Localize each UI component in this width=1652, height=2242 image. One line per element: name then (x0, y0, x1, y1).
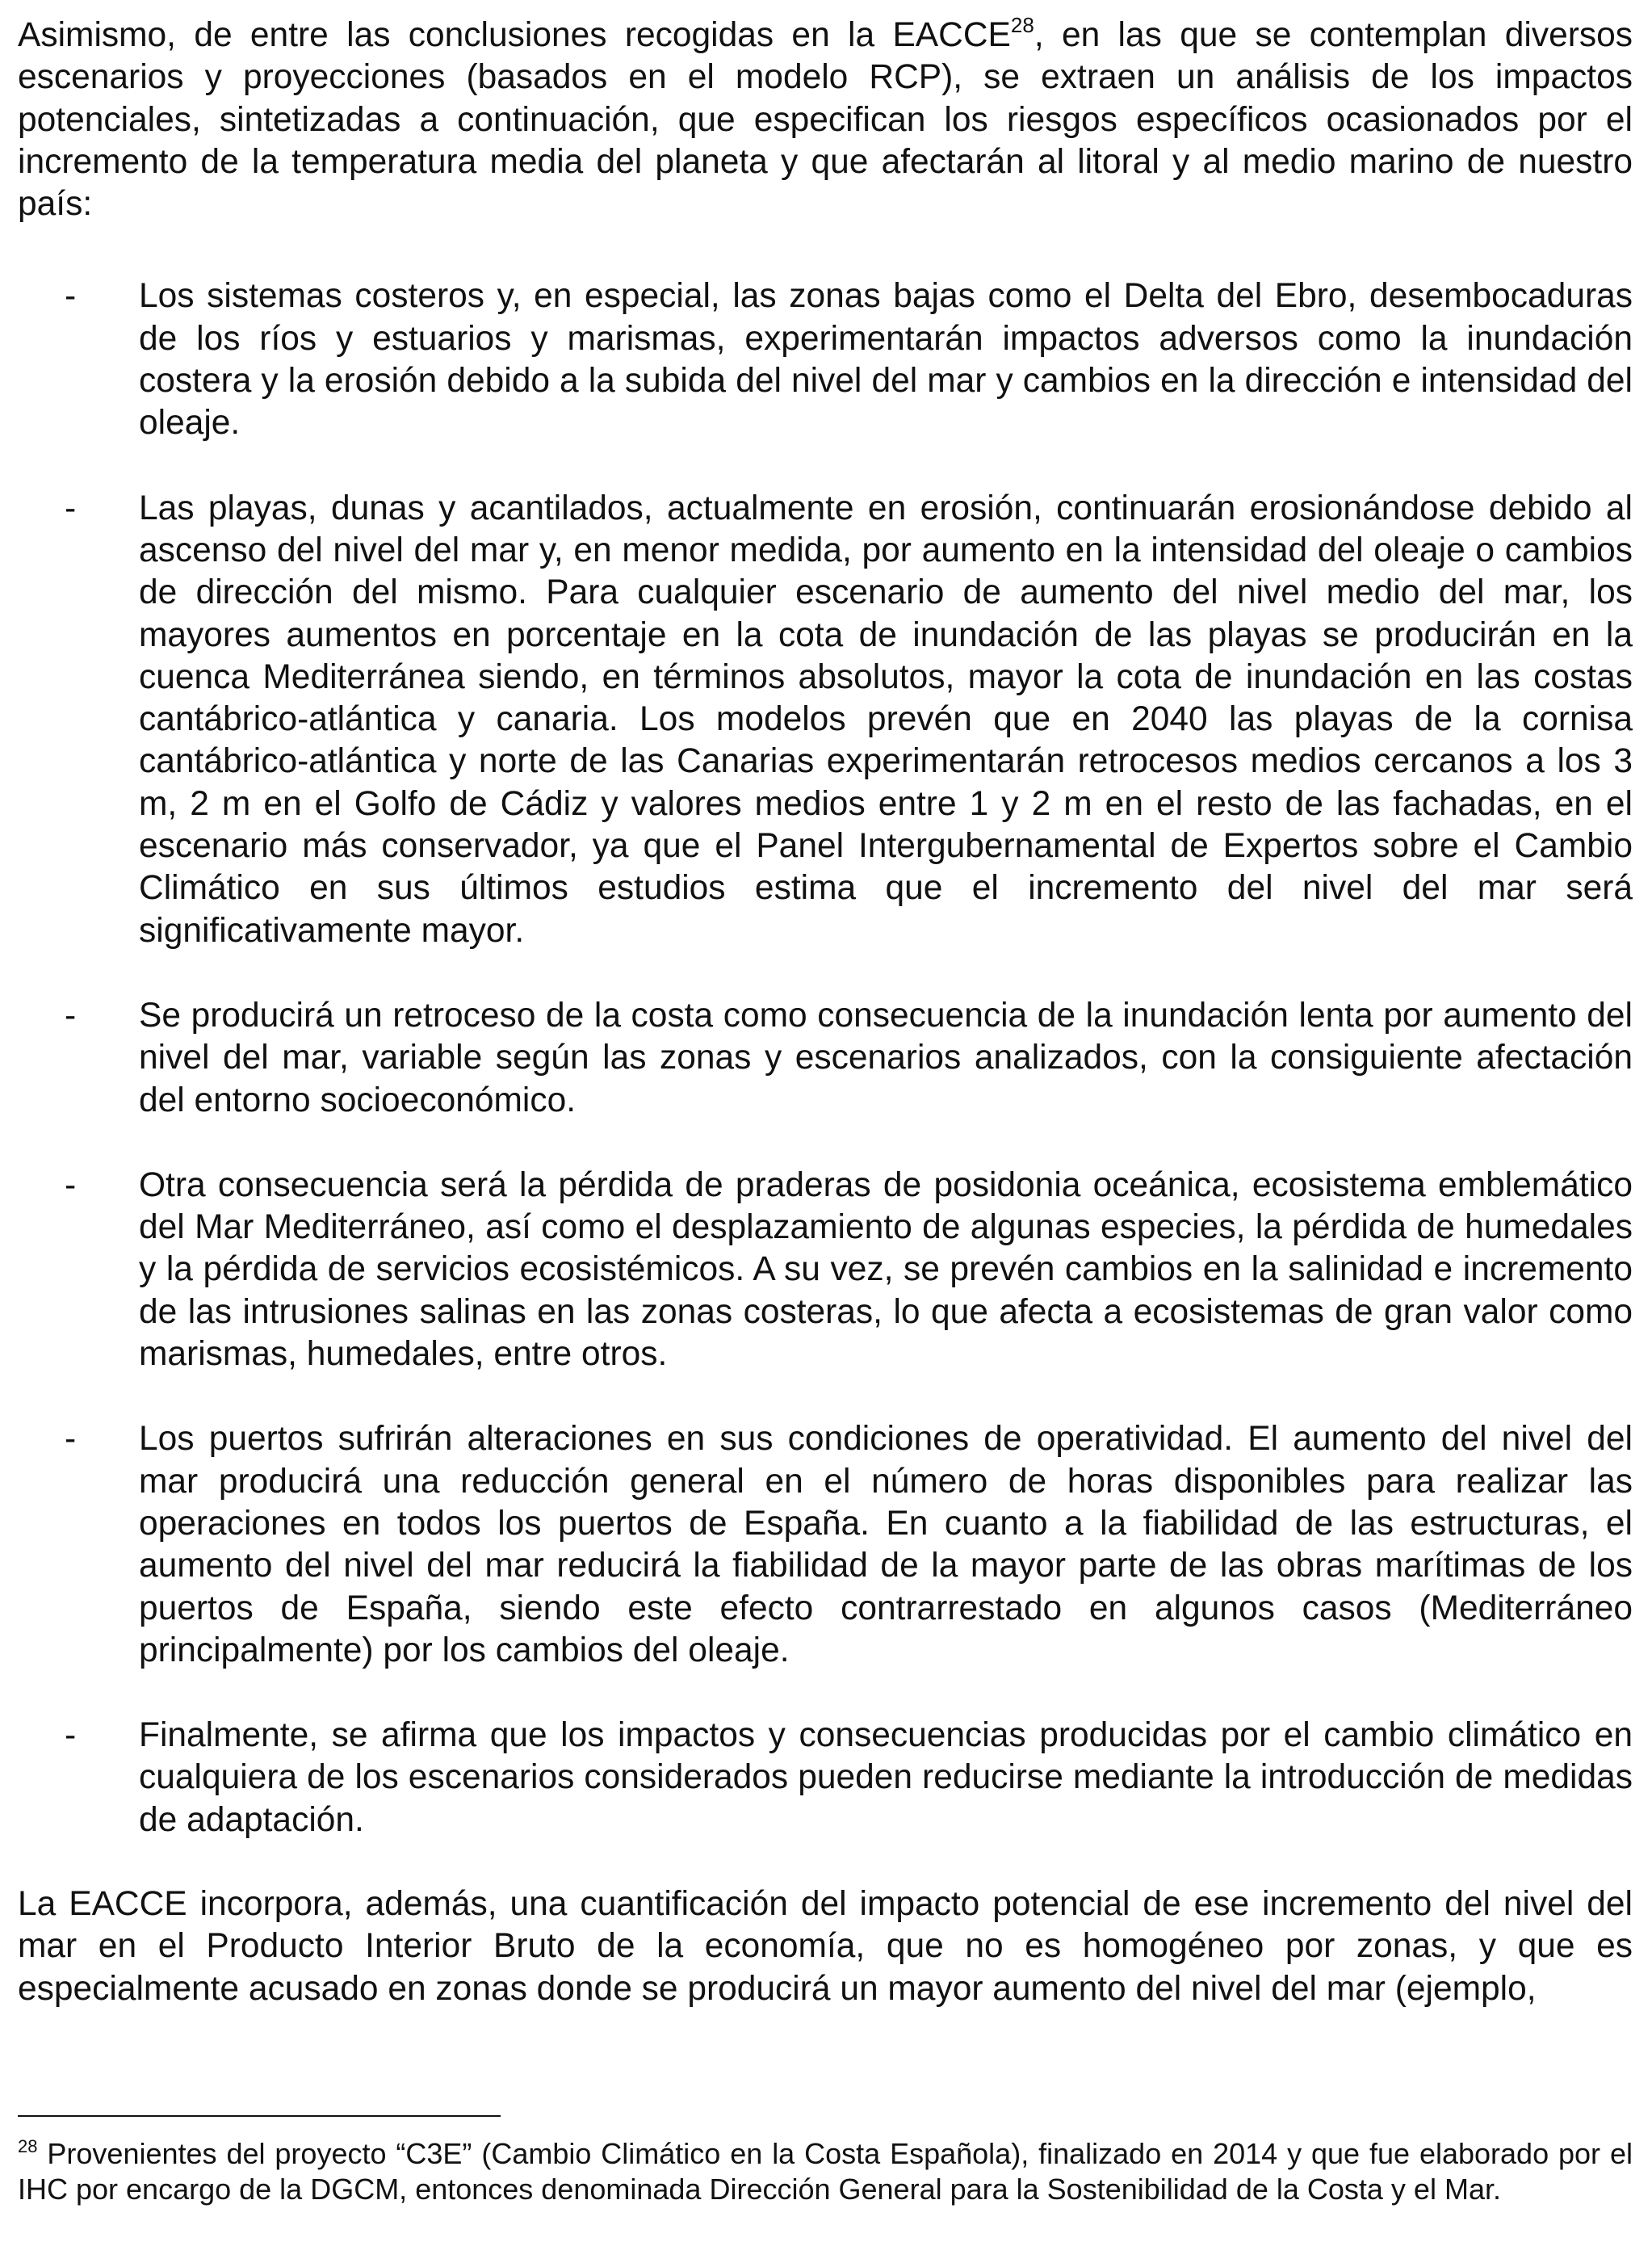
intro-text-continued: , en las que se contemplan diversos escenarios y proyecciones (basados en el modelo RCP), se extraen un análisis de los impactos potenciales, sintetizadas a continuación, que especifican los riesgos específicos ocasionados por el incremento de la temperatura media del planeta y que afectarán al litoral y al medio marino de nuestro país: (18, 16, 1633, 224)
footnote-divider (18, 2115, 501, 2117)
list-item-text: Otra consecuencia será la pérdida de praderas de posidonia oceánica, ecosistema emblemático del Mar Mediterráneo, así como el desplazamiento de algunas especies, la pérdida de humedales y la pérdida de servicios ecosistémicos. A su vez, se prevén cambios en la salinidad e incremento de las intrusiones salinas en las zonas costeras, lo que afecta a ecosistemas de gran valor como marismas, humedales, entre otros. (139, 1165, 1633, 1374)
footnote (18, 2136, 1633, 2207)
list-item (18, 1418, 1633, 1672)
list-item-text: Finalmente, se afirma que los impactos y consecuencias producidas por el cambio climático en cualquiera de los escenarios considerados pueden reducirse mediante la introducción de medidas de adaptación. (139, 1716, 1633, 1839)
list-item (18, 1715, 1633, 1841)
list-item-text: Se producirá un retroceso de la costa como consecuencia de la inundación lenta por aumento del nivel del mar, variable según las zonas y escenarios analizados, con la consiguiente afectación del entorno socioeconómico. (139, 996, 1633, 1119)
footnote-number: 28 (18, 2136, 38, 2156)
list-marker: - (65, 1420, 77, 1459)
list-marker: - (65, 489, 77, 527)
list-item-text: Los puertos sufrirán alteraciones en sus condiciones de operatividad. El aumento del nivel del mar producirá una reducción general en el número de horas disponibles para realizar las operaciones en todos los puertos de España. En cuanto a la fiabilidad de las estructuras, el aumento del nivel del mar reducirá la fiabilidad de la mayor parte de las obras marítimas de los puertos de España, siendo este efecto contrarrestado en algunos casos (Mediterráneo principalmente) por los cambios del oleaje. (139, 1420, 1633, 1669)
footnote-text: Provenientes del proyecto “C3E” (Cambio Climático en la Costa Española), finalizado en 2014 y que fue elaborado por el IHC por encargo de la DGCM, entonces denominada Dirección General para la Sostenibilidad de la Costa y el Mar. (18, 2137, 1633, 2206)
document-page (18, 15, 1633, 2010)
intro-paragraph (18, 15, 1633, 225)
list-item (18, 995, 1633, 1122)
list-item (18, 1165, 1633, 1375)
list-marker: - (65, 1716, 77, 1755)
impacts-list (18, 275, 1633, 1841)
list-item-text: Las playas, dunas y acantilados, actualmente en erosión, continuarán erosionándose debido al ascenso del nivel del mar y, en menor medida, por aumento en la intensidad del oleaje o cambios de dirección del mismo. Para cualquier escenario de aumento del nivel medio del mar, los mayores aumentos en porcentaje en la cota de inundación de las playas se producirán en la cuenca Mediterránea siendo, en términos absolutos, mayor la cota de inundación en las costas cantábrico-atlántica y canaria. Los modelos prevén que en 2040 las playas de la cornisa cantábrico-atlántica y norte de las Canarias experimentarán retrocesos medios cercanos a los 3 m, 2 m en el Golfo de Cádiz y valores medios entre 1 y 2 m en el resto de las fachadas, en el escenario más conservador, ya que el Panel Intergubernamental de Expertos sobre el Cambio Climático en sus últimos estudios estima que el incremento del nivel del mar será significativamente mayor. (139, 489, 1633, 950)
list-item-text: Los sistemas costeros y, en especial, las zonas bajas como el Delta del Ebro, desembocaduras de los ríos y estuarios y marismas, experimentarán impactos adversos como la inundación costera y la erosión debido a la subida del nivel del mar y cambios en la dirección e intensidad del oleaje. (139, 277, 1633, 443)
list-item (18, 488, 1633, 952)
list-marker: - (65, 277, 77, 316)
list-marker: - (65, 996, 77, 1035)
list-marker: - (65, 1165, 77, 1204)
list-item (18, 275, 1633, 444)
closing-paragraph: La EACCE incorpora, además, una cuantificación del impacto potencial de ese incremento del nivel del mar en el Producto Interior Bruto de la economía, que no es homogéneo por zonas, y que es especialmente acusado en zonas donde se producirá un mayor aumento del nivel del mar (ejemplo, (18, 1884, 1633, 2008)
intro-text: Asimismo, de entre las conclusiones recogidas en la EACCE (18, 16, 1011, 54)
footnote-reference[interactable]: 28 (1010, 13, 1034, 37)
